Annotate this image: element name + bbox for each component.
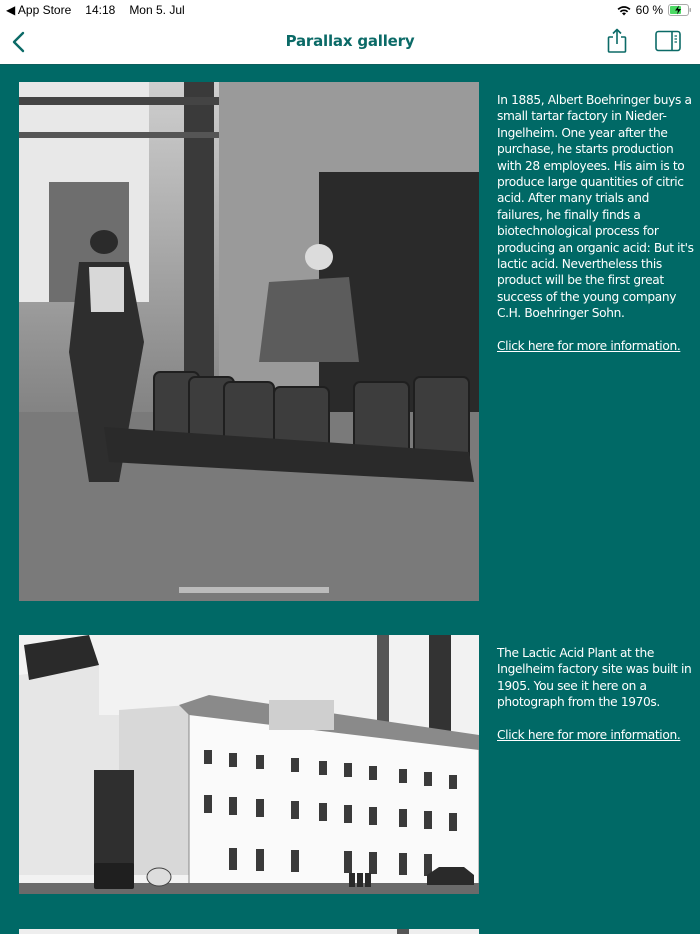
more-info-link[interactable]: Click here for more information.	[497, 338, 681, 353]
gallery-caption	[497, 645, 697, 743]
page-title: Parallax gallery	[285, 32, 415, 50]
gallery-photo	[19, 635, 479, 894]
more-info-link[interactable]: Click here for more information.	[497, 727, 681, 742]
gallery-caption	[497, 92, 697, 354]
sidebar-icon	[655, 30, 681, 52]
gallery-photo	[19, 929, 479, 934]
status-bar	[0, 0, 700, 20]
caption-text: In 1885, Albert Boehringer buys a small tartar factory in Nieder-Ingelheim. One year after the purchase, he starts production with 28 employees. His aim is to produce large quantities of citric acid. After many trials and failures, he finally finds a biotechnological process for producing an organic acid: But it's lactic acid. Nevertheless this product will be the first great success of the young company C.H. Boehringer Sohn.	[497, 93, 694, 321]
battery-percentage: 60 %	[635, 3, 663, 17]
gallery-photo	[19, 82, 479, 601]
gallery-item	[19, 82, 700, 602]
photo-lactic-acid-plant	[19, 635, 479, 894]
photo-workers-cart	[19, 82, 479, 601]
navigation-bar	[0, 20, 700, 65]
status-time: 14:18	[85, 3, 116, 17]
sidebar-toggle-button[interactable]	[655, 30, 681, 52]
status-date: Mon 5. Jul	[129, 3, 185, 17]
share-icon	[605, 27, 629, 55]
battery-charging-icon	[668, 4, 692, 16]
gallery-item	[19, 929, 700, 934]
wifi-icon	[617, 5, 631, 16]
back-to-app-store[interactable]: ◀ App Store	[6, 3, 72, 17]
share-button[interactable]	[605, 27, 629, 55]
caption-text: The Lactic Acid Plant at the Ingelheim factory site was built in 1905. You see it here on a photograph from the 1970s.	[497, 646, 692, 710]
gallery-item	[19, 635, 700, 895]
